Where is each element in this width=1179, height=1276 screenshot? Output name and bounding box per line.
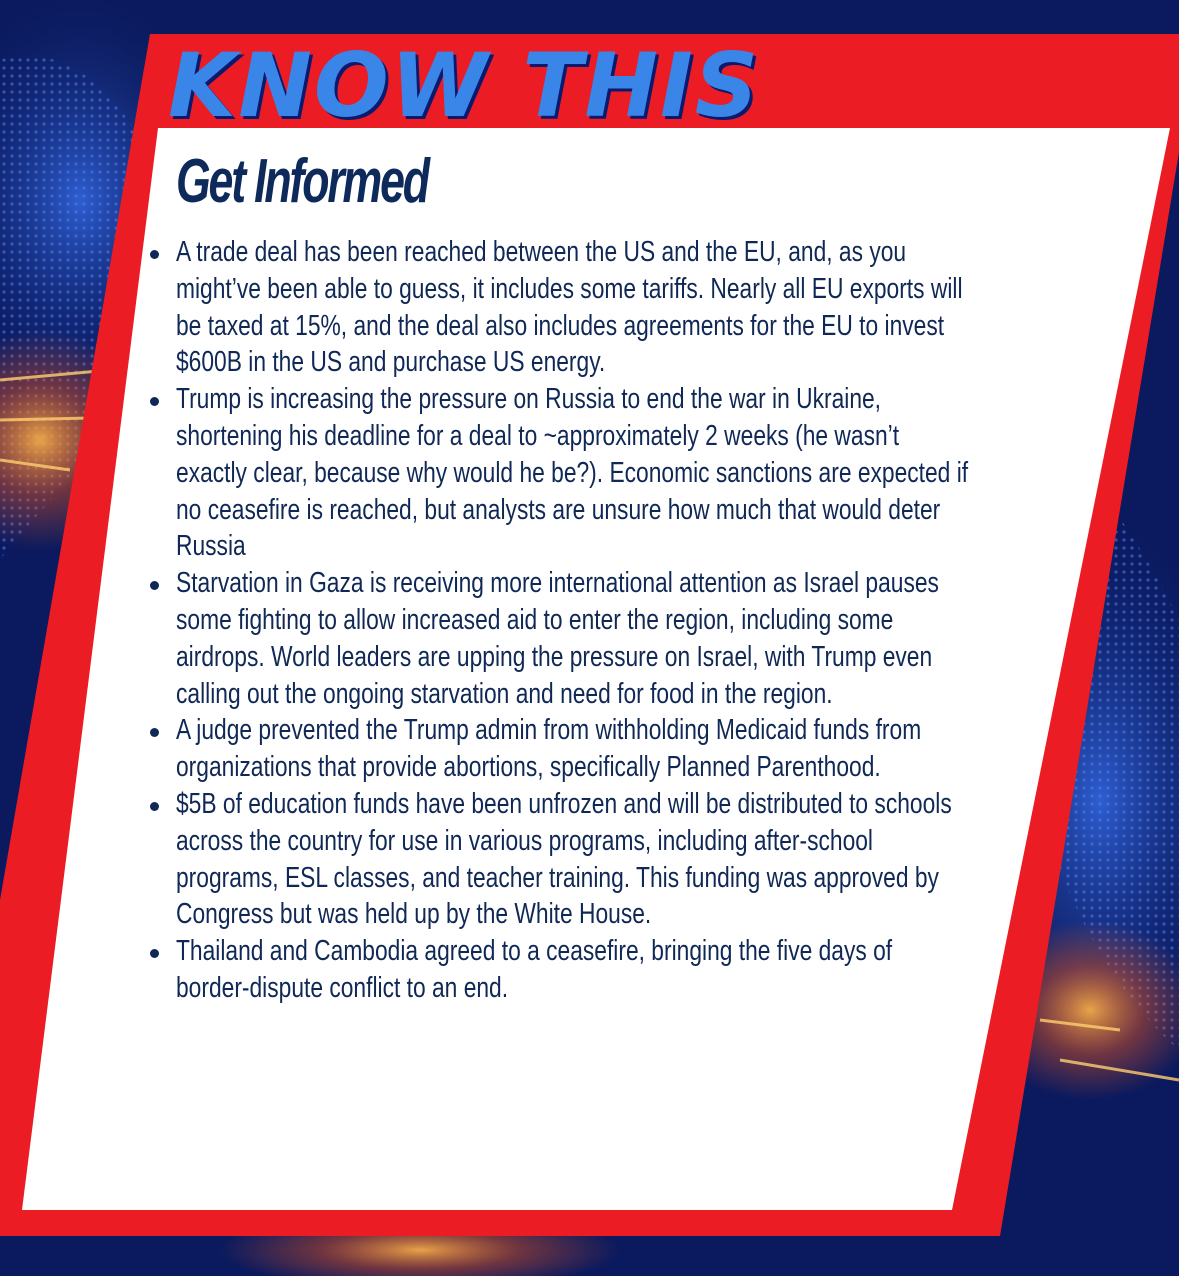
list-item-text: Trump is increasing the pressure on Russia to end the war in Ukraine, shortening his deadline for a deal to ~approximately 2 weeks (he wasn’t exactly clear, because why would he be?). Economic sanctions are expected if no ceasefire is reached, but analysts are unsure how much that would deter Russia <box>176 383 969 563</box>
bullet-icon <box>150 949 159 958</box>
bullet-icon <box>150 397 159 406</box>
bullet-icon <box>150 728 159 737</box>
bullet-icon <box>150 802 159 811</box>
list-item-text: Thailand and Cambodia agreed to a ceasefire, bringing the five days of border-dispute conflict to an end. <box>176 935 893 1004</box>
list-item <box>150 712 970 786</box>
list-item <box>150 381 970 565</box>
get-informed-subtitle: Get Informed <box>176 147 428 216</box>
list-item <box>150 565 970 712</box>
list-item-text: Starvation in Gaza is receiving more international attention as Israel pauses some fighting to allow increased aid to enter the region, including some airdrops. World leaders are upping the pressure on Israel, with Trump even calling out the ongoing starvation and need for food in the region. <box>176 567 939 710</box>
know-this-title: KNOW THIS <box>168 34 761 137</box>
list-item-text: A judge prevented the Trump admin from withholding Medicaid funds from organizations that provide abortions, specifically Planned Parenthood. <box>176 714 922 784</box>
list-item <box>150 933 970 1007</box>
list-item <box>150 234 970 381</box>
list-item-text: $5B of education funds have been unfrozen and will be distributed to schools across the country for use in various programs, including after-school programs, ESL classes, and teacher training. This funding was approved by Congress but was held up by the White House. <box>176 787 952 931</box>
bullet-icon <box>150 250 159 259</box>
bullet-icon <box>150 581 159 590</box>
list-item <box>150 786 970 933</box>
list-item-text: A trade deal has been reached between the US and the EU, and, as you might’ve been able to guess, it includes some tariffs. Nearly all EU exports will be taxed at 15%, and the deal also includes agreements for the EU to invest $600B in the US and purchase US energy. <box>176 236 963 379</box>
news-bullet-list <box>150 234 970 1007</box>
